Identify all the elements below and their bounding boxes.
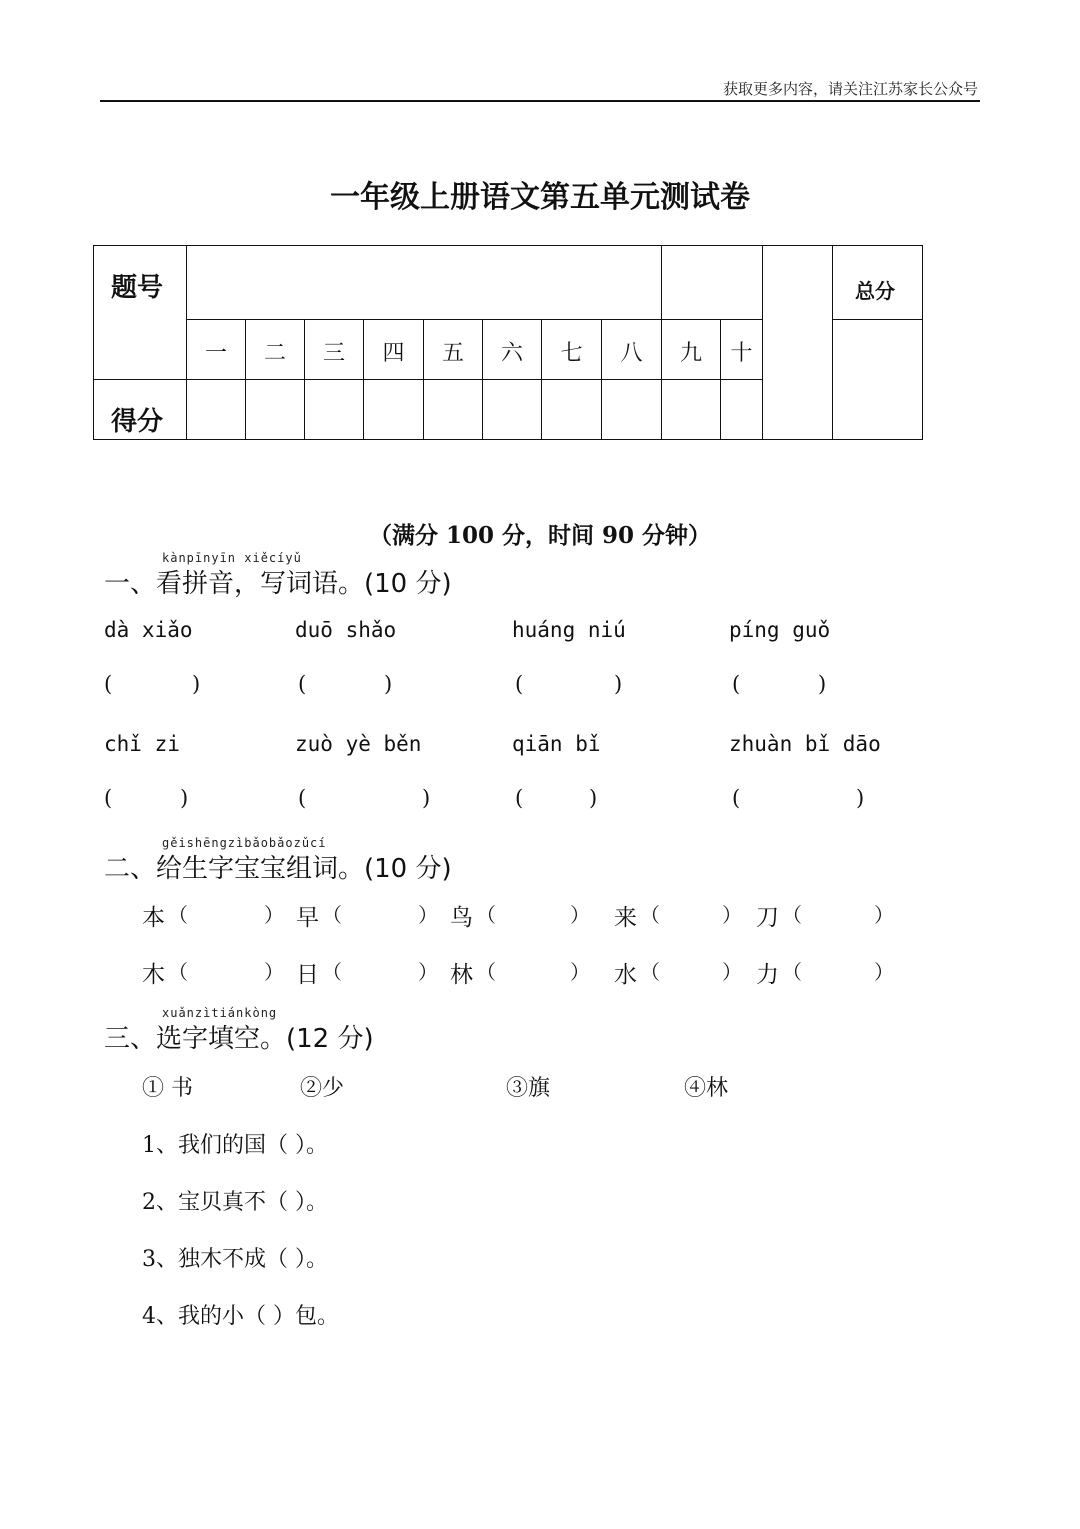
pinyin-item: duō shǎo xyxy=(295,618,397,642)
pinyin-item: zhuàn bǐ dāo xyxy=(729,732,881,756)
answer-open: （ xyxy=(476,960,496,984)
answer-open: ( xyxy=(515,672,524,696)
answer-close: ） xyxy=(418,960,438,984)
character-item: 鸟 xyxy=(450,905,473,931)
page-title: 一年级上册语文第五单元测试卷 xyxy=(330,180,750,215)
section2-title: 二、给生字宝宝组词。(10 分) xyxy=(104,854,452,884)
answer-open: ( xyxy=(732,672,741,696)
score-entry-cell[interactable] xyxy=(186,379,246,440)
score-entry-cell[interactable] xyxy=(720,379,763,440)
option-item: ③旗 xyxy=(506,1076,551,1101)
answer-close: ） xyxy=(570,903,590,927)
answer-close: ） xyxy=(722,903,742,927)
answer-open: ( xyxy=(104,786,113,810)
fill-question: 4、我的小（ ）包。 xyxy=(142,1304,339,1329)
question-number: 二 xyxy=(263,341,286,366)
section3-pinyin: xuǎnzìtiánkòng xyxy=(162,1006,278,1020)
question-number-cell xyxy=(482,319,542,380)
score-entry-cell[interactable] xyxy=(363,379,424,440)
answer-open: ( xyxy=(732,786,741,810)
question-number-cell xyxy=(541,319,602,380)
answer-open: （ xyxy=(168,960,188,984)
character-item: 本 xyxy=(142,905,165,931)
pinyin-item: qiān bǐ xyxy=(512,732,601,756)
question-number-cell xyxy=(363,319,424,380)
answer-close: ） xyxy=(264,903,284,927)
section2-pinyin: gěishēngzìbǎobǎozǔcí xyxy=(162,836,327,850)
answer-close: ） xyxy=(418,903,438,927)
section1-title: 一、看拼音，写词语。(10 分) xyxy=(104,569,452,599)
question-number: 八 xyxy=(620,341,643,366)
question-number-cell xyxy=(245,319,305,380)
answer-open: （ xyxy=(476,903,496,927)
total-label: 总分 xyxy=(855,279,895,303)
question-label-cell xyxy=(93,245,187,380)
question-number-cell xyxy=(186,319,246,380)
question-number: 五 xyxy=(441,341,464,366)
score-entry-cell[interactable] xyxy=(423,379,483,440)
answer-open: （ xyxy=(322,903,342,927)
question-label: 题号 xyxy=(111,273,164,303)
question-number: 九 xyxy=(679,341,702,366)
fill-question: 1、我们的国（ ）。 xyxy=(142,1133,328,1158)
pinyin-item: dà xiǎo xyxy=(104,618,193,642)
pinyin-item: huáng niú xyxy=(512,618,626,642)
section3-title: 三、选字填空。(12 分) xyxy=(104,1024,374,1054)
header-rule xyxy=(100,100,980,102)
character-item: 来 xyxy=(614,905,637,931)
answer-open: （ xyxy=(168,903,188,927)
question-number: 四 xyxy=(382,341,405,366)
pinyin-item: chǐ zi xyxy=(104,732,180,756)
score-entry-cell[interactable] xyxy=(601,379,662,440)
answer-close: ) xyxy=(192,672,201,696)
header-note: 获取更多内容，请关注江苏家长公众号 xyxy=(722,80,978,98)
question-number: 一 xyxy=(204,341,227,366)
answer-close: ） xyxy=(722,960,742,984)
extra-column xyxy=(762,245,833,440)
header-cell-9-10 xyxy=(661,245,763,320)
character-item: 日 xyxy=(296,962,319,988)
answer-open: ( xyxy=(298,786,307,810)
score-label: 得分 xyxy=(111,407,164,437)
section1-pinyin: kànpīnyīn xiěcíyǔ xyxy=(162,551,302,565)
answer-close: ) xyxy=(422,786,431,810)
answer-open: ( xyxy=(104,672,113,696)
question-number-cell xyxy=(304,319,364,380)
answer-close: ） xyxy=(264,960,284,984)
answer-close: ) xyxy=(856,786,865,810)
fill-question: 3、独木不成（ ）。 xyxy=(142,1247,328,1272)
pinyin-item: zuò yè běn xyxy=(295,732,422,756)
answer-open: （ xyxy=(782,903,802,927)
answer-open: ( xyxy=(515,786,524,810)
question-number: 十 xyxy=(730,341,753,366)
score-entry-cell[interactable] xyxy=(482,379,542,440)
question-number-cell xyxy=(661,319,721,380)
answer-open: （ xyxy=(640,960,660,984)
answer-open: （ xyxy=(640,903,660,927)
score-entry-cell[interactable] xyxy=(245,379,305,440)
character-item: 林 xyxy=(450,962,473,988)
question-number: 七 xyxy=(560,341,583,366)
character-item: 木 xyxy=(142,962,165,988)
pinyin-item: píng guǒ xyxy=(729,618,831,642)
header-merged-cell xyxy=(186,245,662,320)
score-entry-cell[interactable] xyxy=(541,379,602,440)
question-number: 三 xyxy=(322,341,345,366)
option-item: ④林 xyxy=(684,1076,729,1101)
character-item: 力 xyxy=(756,962,779,988)
question-number-cell xyxy=(423,319,483,380)
question-number-cell xyxy=(601,319,662,380)
answer-close: ） xyxy=(874,960,894,984)
answer-close: ) xyxy=(384,672,393,696)
score-entry-cell[interactable] xyxy=(661,379,721,440)
answer-close: ) xyxy=(818,672,827,696)
exam-info: （满分 100 分，时间 90 分钟） xyxy=(368,522,712,549)
answer-close: ） xyxy=(874,903,894,927)
answer-close: ) xyxy=(180,786,189,810)
character-item: 早 xyxy=(296,905,319,931)
answer-close: ） xyxy=(570,960,590,984)
score-entry-cell[interactable] xyxy=(304,379,364,440)
option-item: ① 书 xyxy=(142,1076,193,1101)
option-item: ②少 xyxy=(300,1076,345,1101)
character-item: 水 xyxy=(614,962,637,988)
answer-open: ( xyxy=(298,672,307,696)
question-number-cell xyxy=(720,319,763,380)
answer-open: （ xyxy=(782,960,802,984)
fill-question: 2、宝贝真不（ ）。 xyxy=(142,1190,328,1215)
total-score-cell xyxy=(832,319,923,440)
answer-close: ) xyxy=(614,672,623,696)
answer-open: （ xyxy=(322,960,342,984)
question-number: 六 xyxy=(500,341,523,366)
answer-close: ) xyxy=(589,786,598,810)
character-item: 刀 xyxy=(756,905,779,931)
score-table xyxy=(93,245,923,440)
